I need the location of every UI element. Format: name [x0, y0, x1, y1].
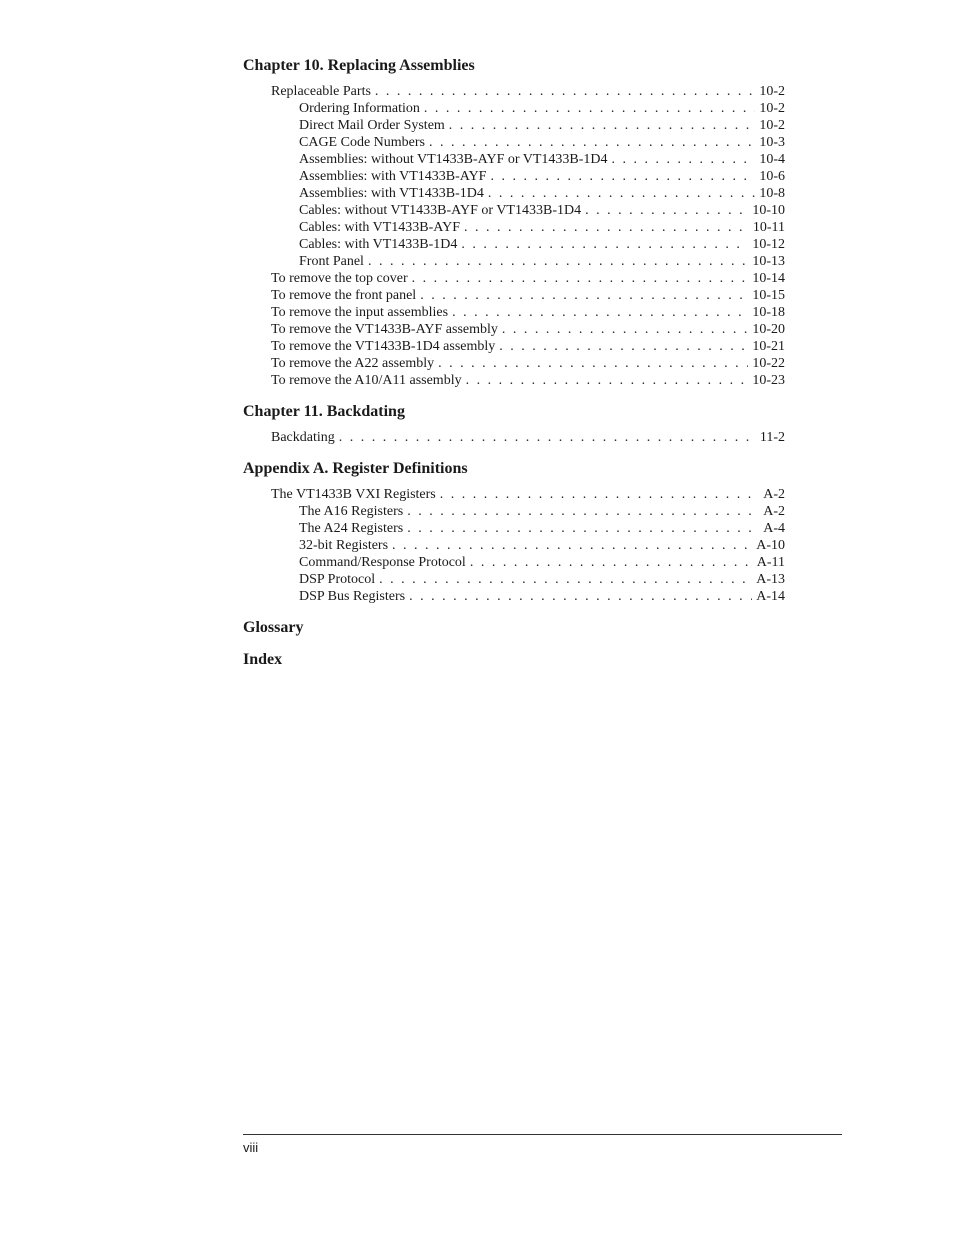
dot-leader [585, 202, 748, 219]
toc-entry[interactable]: Direct Mail Order System . . . 10-2 [243, 117, 785, 134]
page-ref: A-13 [756, 572, 785, 587]
page-ref: 10-13 [752, 254, 785, 269]
page-ref: 10-22 [752, 356, 785, 371]
dot-leader [461, 236, 748, 253]
dot-leader [466, 372, 749, 389]
dot-leader [502, 321, 748, 338]
toc-entry[interactable]: Cables: with VT1433B-AYF . . . 10-11 [243, 219, 785, 236]
dot-leader [449, 117, 756, 134]
page-ref: A-2 [763, 504, 785, 519]
page-ref: 10-3 [759, 135, 785, 150]
toc-entry[interactable]: Assemblies: with VT1433B-AYF . . . 10-6 [243, 168, 785, 185]
toc-entry[interactable]: To remove the front panel . . . 10-15 [243, 287, 785, 304]
entry-list [243, 83, 785, 389]
toc-entry[interactable]: Replaceable Parts . . . 10-2 [243, 83, 785, 100]
page-ref: A-14 [756, 589, 785, 604]
toc-entry[interactable]: To remove the VT1433B-1D4 assembly . . . 10-21 [243, 338, 785, 355]
section-title: Chapter 10. Replacing Assemblies [243, 57, 475, 74]
dot-leader [424, 100, 755, 117]
dot-leader [392, 537, 752, 554]
toc-entry[interactable]: The A16 Registers . . . A-2 [243, 503, 785, 520]
toc-entry[interactable]: Front Panel . . . 10-13 [243, 253, 785, 270]
page-ref: 10-6 [759, 169, 785, 184]
dot-leader [490, 168, 755, 185]
page-ref: 10-20 [752, 322, 785, 337]
dot-leader [409, 588, 752, 605]
toc-entry[interactable]: Backdating . . . 11-2 [243, 429, 785, 446]
page-ref: A-10 [756, 538, 785, 553]
page-ref: A-4 [763, 521, 785, 536]
index-link[interactable]: Index [243, 651, 283, 668]
page-ref: 10-8 [759, 186, 785, 201]
toc-entry[interactable]: The A24 Registers . . . A-4 [243, 520, 785, 537]
page-ref: 10-2 [759, 101, 785, 116]
page-ref: 10-15 [752, 288, 785, 303]
dot-leader [440, 486, 759, 503]
dot-leader [412, 270, 749, 287]
toc-entry[interactable]: Cables: without VT1433B-AYF or VT1433B-1D4 . . . 10-10 [243, 202, 785, 219]
dot-leader [339, 429, 756, 446]
dot-leader [368, 253, 748, 270]
dot-leader [438, 355, 748, 372]
dot-leader [470, 554, 753, 571]
page-ref: 10-10 [752, 203, 785, 218]
dot-leader [464, 219, 749, 236]
footer-divider [243, 1134, 842, 1135]
toc-entry[interactable]: To remove the top cover . . . 10-14 [243, 270, 785, 287]
table-of-contents [243, 55, 785, 681]
page-ref: 10-12 [752, 237, 785, 252]
section-title: Chapter 11. Backdating [243, 403, 405, 420]
dot-leader [488, 185, 755, 202]
page-ref: 10-14 [752, 271, 785, 286]
toc-section-appendix-a [243, 458, 785, 605]
page-ref: 10-4 [759, 152, 785, 167]
page-ref: 10-11 [752, 220, 785, 235]
dot-leader [375, 83, 755, 100]
toc-entry[interactable]: The VT1433B VXI Registers . . . A-2 [243, 486, 785, 503]
page-ref: 11-2 [759, 430, 785, 445]
toc-entry[interactable]: Command/Response Protocol . . . A-11 [243, 554, 785, 571]
glossary-link[interactable]: Glossary [243, 619, 304, 636]
toc-entry[interactable]: DSP Bus Registers . . . A-14 [243, 588, 785, 605]
dot-leader [420, 287, 748, 304]
toc-entry[interactable]: Cables: with VT1433B-1D4 . . . 10-12 [243, 236, 785, 253]
dot-leader [612, 151, 756, 168]
dot-leader [407, 520, 759, 537]
toc-entry[interactable]: Ordering Information . . . 10-2 [243, 100, 785, 117]
page-ref: 10-23 [752, 373, 785, 388]
toc-entry[interactable]: 32-bit Registers . . . A-10 [243, 537, 785, 554]
entry-list [243, 486, 785, 605]
page-ref: A-2 [763, 487, 785, 502]
toc-entry[interactable]: Assemblies: with VT1433B-1D4 . . . 10-8 [243, 185, 785, 202]
dot-leader [499, 338, 748, 355]
page-ref: 10-18 [752, 305, 785, 320]
page-ref: A-11 [756, 555, 785, 570]
dot-leader [379, 571, 752, 588]
toc-entry[interactable]: DSP Protocol . . . A-13 [243, 571, 785, 588]
page-ref: 10-21 [752, 339, 785, 354]
toc-entry[interactable]: To remove the input assemblies . . . 10-18 [243, 304, 785, 321]
toc-entry[interactable]: To remove the A22 assembly . . . 10-22 [243, 355, 785, 372]
page-ref: 10-2 [759, 84, 785, 99]
dot-leader [452, 304, 748, 321]
toc-entry[interactable]: To remove the A10/A11 assembly . . . 10-23 [243, 372, 785, 389]
dot-leader [407, 503, 759, 520]
toc-entry[interactable]: Assemblies: without VT1433B-AYF or VT1433B-1D4 . . . 10-4 [243, 151, 785, 168]
toc-section-chapter-10 [243, 55, 785, 389]
page-number: viii [243, 1140, 259, 1155]
dot-leader [429, 134, 755, 151]
entry-list [243, 429, 785, 446]
toc-entry[interactable]: CAGE Code Numbers . . . 10-3 [243, 134, 785, 151]
page-ref: 10-2 [759, 118, 785, 133]
toc-entry[interactable]: To remove the VT1433B-AYF assembly . . . 10-20 [243, 321, 785, 338]
section-title: Appendix A. Register Definitions [243, 460, 468, 477]
toc-section-chapter-11 [243, 401, 785, 446]
